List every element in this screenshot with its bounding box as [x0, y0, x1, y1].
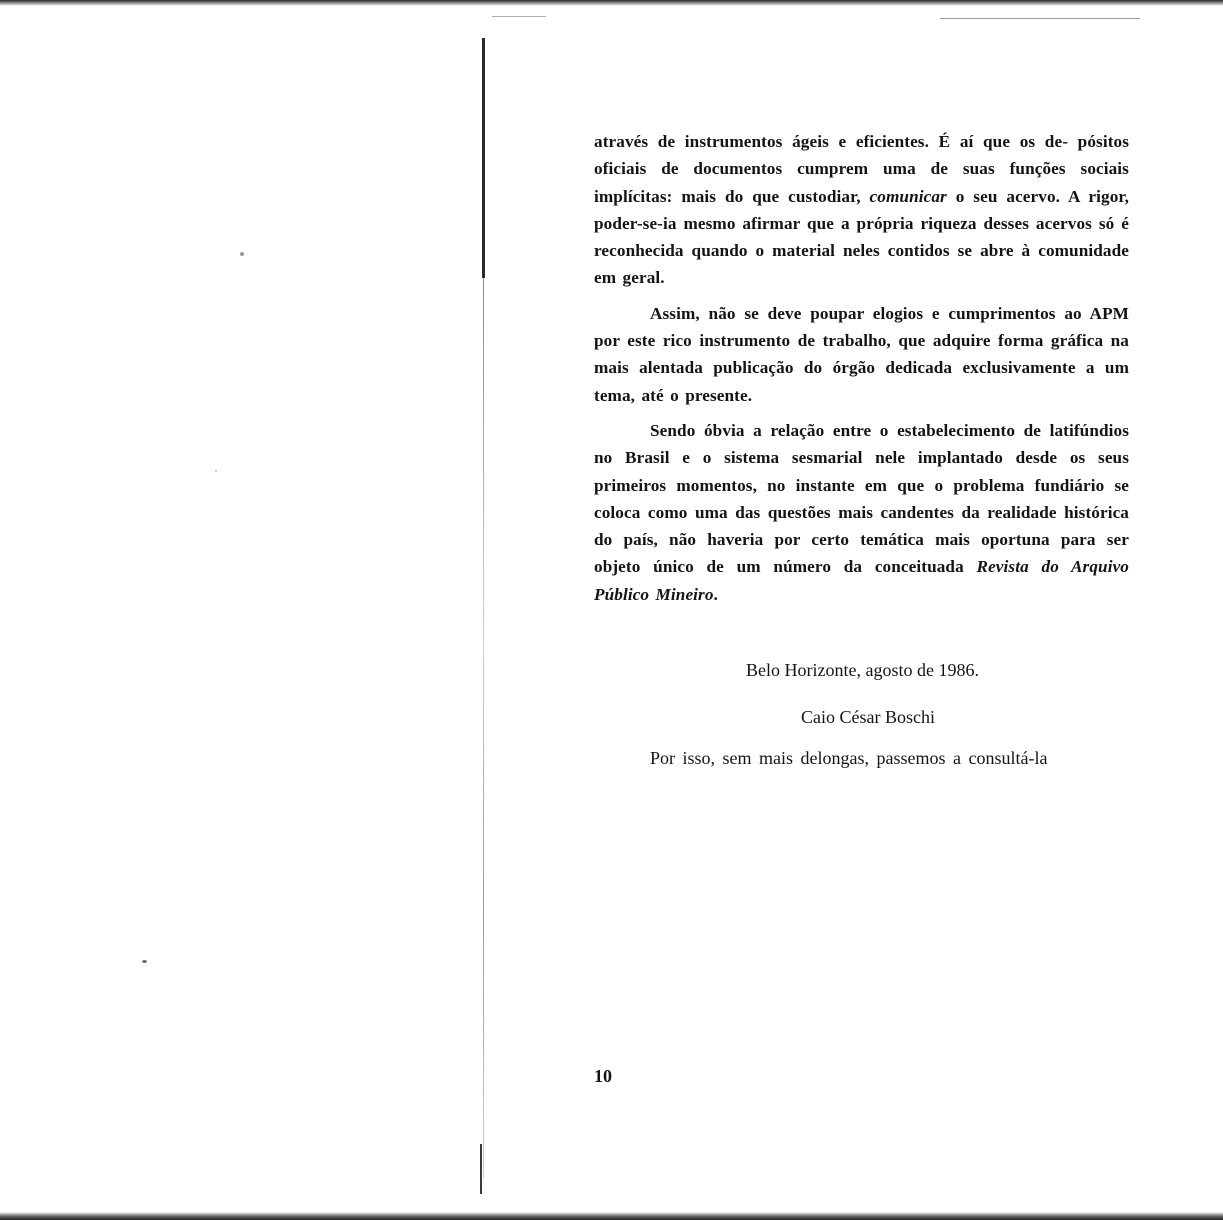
author-signature: Caio César Boschi — [801, 707, 935, 727]
closing-line: Por isso, sem mais delongas, passemos a consultá-la — [650, 748, 1048, 768]
paragraph-2: Assim, não se deve poupar elogios e cumprimentos ao APM por este rico instrumento de trabalho, que adquire forma gráfica na mais alentada publicação do órgão dedicada exclusivamente a um tema, até o presente. — [594, 303, 1129, 405]
paragraph-1-line: riqueza desses acervos só é reconhecida quando o material — [594, 213, 1129, 261]
scan-artifact-line — [492, 16, 546, 17]
paragraph-1-line: através de instrumentos ágeis e eficientes. É aí que os de- — [594, 132, 1069, 151]
paragraph-1-line: acervo. A rigor, poder-se-ia mesmo afirmar que a própria — [594, 186, 1129, 233]
scan-speck — [240, 252, 244, 256]
scan-top-edge — [0, 0, 1223, 6]
right-page-body — [594, 128, 1129, 608]
scan-speck — [215, 470, 217, 472]
scan-artifact-line — [940, 18, 1140, 19]
paragraph-3-end: . — [713, 584, 718, 604]
paragraph-1 — [594, 128, 1129, 292]
scan-bottom-edge — [0, 1212, 1223, 1220]
emphasis-text: comunicar — [869, 186, 947, 206]
page-number: 10 — [594, 1066, 612, 1086]
paragraph-1-line: pósitos oficiais de documentos cumprem uma de suas funções — [594, 132, 1129, 179]
paragraph-3 — [594, 417, 1129, 608]
paragraph-1-line: sociais implícitas: mais do que custodiar, — [594, 159, 1129, 206]
gutter-shadow — [483, 278, 484, 1178]
book-gutter — [476, 14, 488, 1210]
dateline: Belo Horizonte, agosto de 1986. — [746, 660, 979, 680]
gutter-shadow — [480, 1144, 482, 1194]
publication-title: Revista do Arquivo Público Mineiro — [594, 557, 1129, 604]
paragraph-1-line: o seu — [946, 186, 998, 206]
gutter-shadow — [482, 38, 485, 278]
paragraph-3-text: Sendo óbvia a relação entre o estabelecimento de latifúndios no Brasil e o sistema sesmarial nele implantado desde os seus primeiros momentos, no instante em que o problema fundiário se coloca como uma das questões mais candentes da realidade histórica do país, não haveria por certo temática mais oportuna para ser objeto único de um número da conceituada — [594, 420, 1129, 577]
paragraph-1-line: neles contidos se abre à comunidade em geral. — [594, 241, 1129, 288]
scan-speck — [142, 960, 147, 963]
